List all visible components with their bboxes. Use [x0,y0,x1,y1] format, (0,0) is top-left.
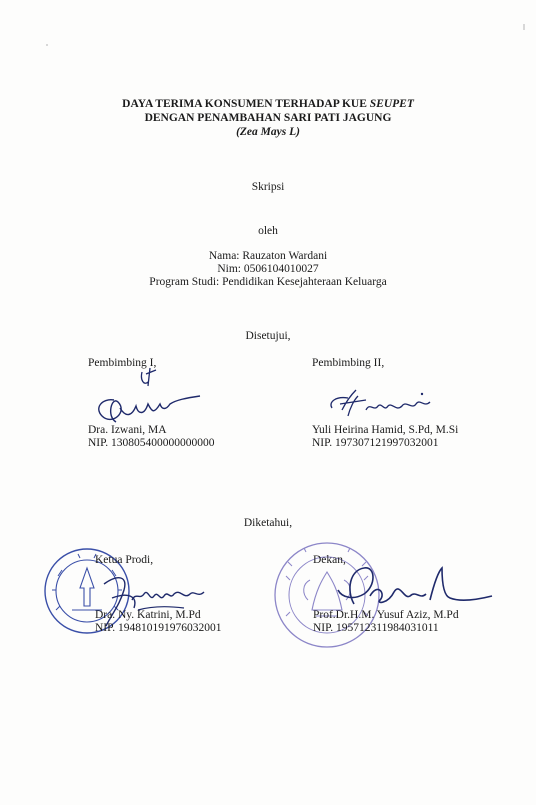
dean-role: Dekan, [313,554,346,566]
author-info [0,250,536,289]
scan-mark [523,24,525,30]
author-nim: Nim: 0506104010027 [217,263,319,275]
supervisor1-signature [82,360,232,430]
supervisor2-nip: NIP. 197307121997032001 [312,437,439,449]
by-label: oleh [258,225,278,237]
title-line-3: (Zea Mays L) [236,126,300,138]
thesis-title [0,97,536,139]
title-line-1: DAYA TERIMA KONSUMEN TERHADAP KUE SEUPET [122,98,414,110]
scan-mark [46,44,48,46]
supervisor2-role: Pembimbing II, [312,357,385,369]
supervisor2-name: Yuli Heirina Hamid, S.Pd, M.Si [312,424,459,436]
author-program: Program Studi: Pendidikan Kesejahteraan Keluarga [149,276,387,288]
document-type: Skripsi [251,181,285,193]
supervisor1-nip: NIP. 130805400000000000 [88,437,215,449]
author-name: Nama: Rauzaton Wardani [208,250,328,262]
title-italic-word: SEUPET [369,98,414,110]
head-of-program-name: Dra. Ny. Katrini, M.Pd [95,609,201,621]
dean-nip: NIP. 195712311984031011 [313,622,439,634]
known-label: Diketahui, [243,517,293,529]
supervisor1-name: Dra. Izwani, MA [88,424,167,436]
dean-name: Prof.Dr.H.M. Yusuf Aziz, M.Pd [313,609,459,621]
title-line-2: DENGAN PENAMBAHAN SARI PATI JAGUNG [144,112,392,124]
supervisor1-role: Pembimbing I, [88,357,157,369]
head-of-program-nip: NIP. 194810191976032001 [95,622,222,634]
approved-label: Disetujui, [245,330,291,342]
head-of-program-role: Ketua Prodi, [95,554,154,566]
